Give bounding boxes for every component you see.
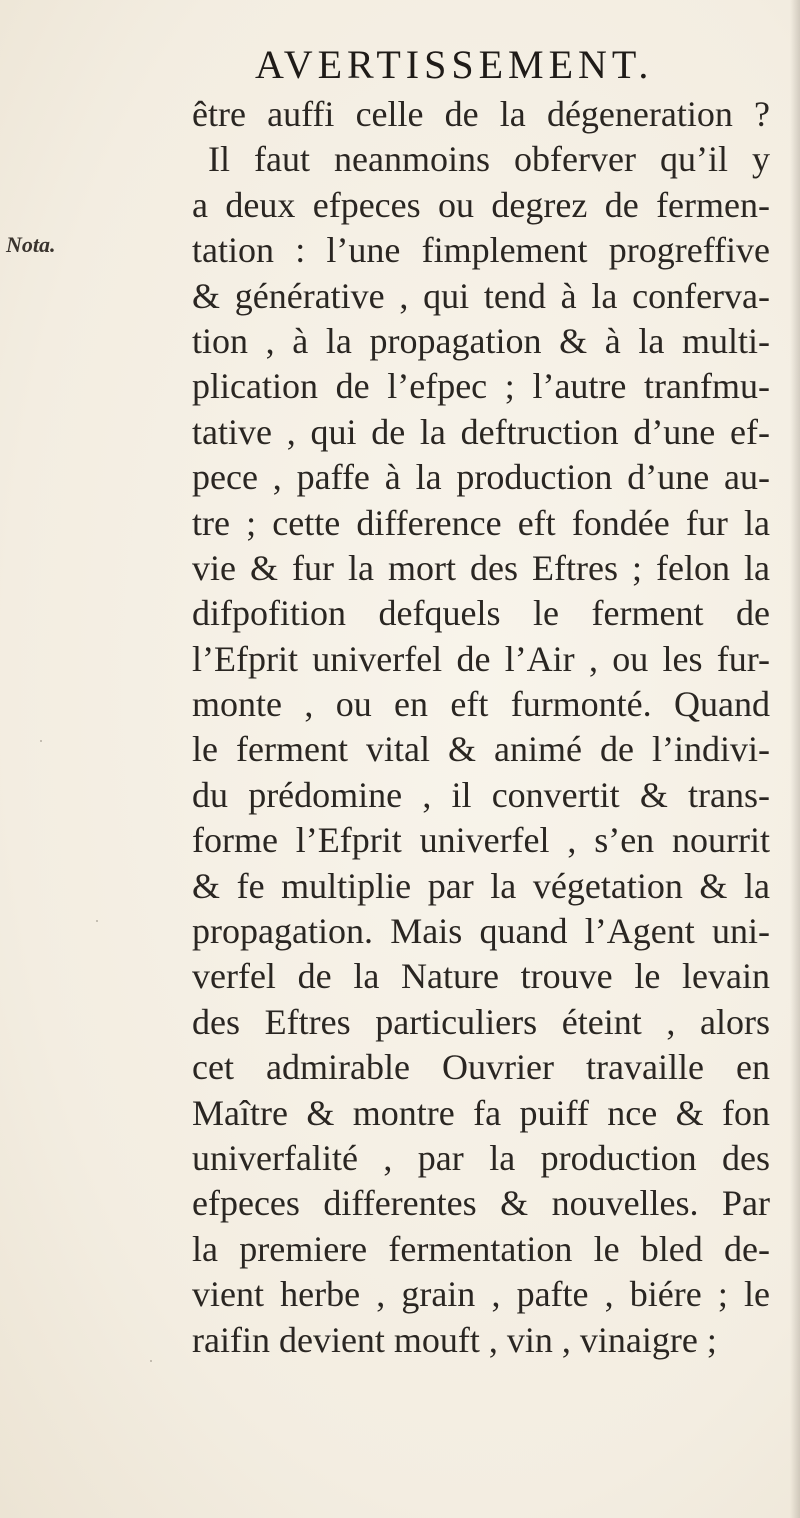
text-line: a deux efpeces ou degrez de fermen-: [192, 184, 770, 225]
text-line: plication de l’efpec ; l’autre tranfmu-: [192, 366, 770, 407]
text-line: & fe multiplie par la végetation & la: [192, 865, 770, 906]
text-line: du prédomine , il convertit & trans-: [192, 774, 770, 815]
text-line: raifin devient mouft , vin , vinaigre ;: [192, 1319, 717, 1360]
text-line: difpofition defquels le ferment de: [192, 593, 770, 634]
text-line: propagation. Mais quand l’Agent uni-: [192, 911, 770, 952]
text-line: univerfalité , par la production des: [192, 1137, 770, 1178]
text-line: Maître & montre fa puiff nce & fon: [192, 1092, 770, 1133]
paper-speck: [150, 1360, 152, 1362]
text-line: être auffi celle de la dégeneration ?: [192, 94, 770, 134]
text-line: tative , qui de la deftruction d’une ef-: [192, 411, 770, 452]
text-line: verfel de la Nature trouve le levain: [192, 956, 770, 997]
text-line: tre ; cette difference eft fondée fur la: [192, 502, 770, 543]
paper-speck: [40, 740, 42, 742]
paper-speck: [96, 920, 98, 922]
text-line: monte , ou en eft furmonté. Quand: [192, 684, 770, 725]
text-line: efpeces differentes & nouvelles. Par: [192, 1183, 770, 1224]
text-line: cet admirable Ouvrier travaille en: [192, 1047, 770, 1088]
text-line: tion , à la propagation & à la multi-: [192, 320, 770, 361]
text-line: le ferment vital & animé de l’indivi-: [192, 729, 770, 770]
text-line: & générative , qui tend à la conferva-: [192, 275, 770, 316]
text-line: tation : l’une fimplement progreffive: [192, 230, 770, 271]
text-line: vient herbe , grain , pafte , biére ; le: [192, 1274, 770, 1315]
body-text: [192, 92, 782, 1363]
margin-note: Nota.: [6, 232, 56, 257]
text-line: des Eftres particuliers éteint , alors: [192, 1001, 770, 1042]
text-line: forme l’Efprit univerfel , s’en nourrit: [192, 820, 770, 861]
page-edge-shadow: [790, 0, 800, 1518]
text-line: la premiere fermentation le bled de-: [192, 1228, 770, 1269]
text-line: Il faut neanmoins obferver qu’il y: [208, 139, 770, 180]
text-line: vie & fur la mort des Eftres ; felon la: [192, 547, 770, 588]
running-head: AVERTISSEMENT.: [255, 42, 654, 87]
text-line: pece , paffe à la production d’une au-: [192, 457, 770, 498]
text-line: l’Efprit univerfel de l’Air , ou les fur-: [192, 638, 770, 679]
